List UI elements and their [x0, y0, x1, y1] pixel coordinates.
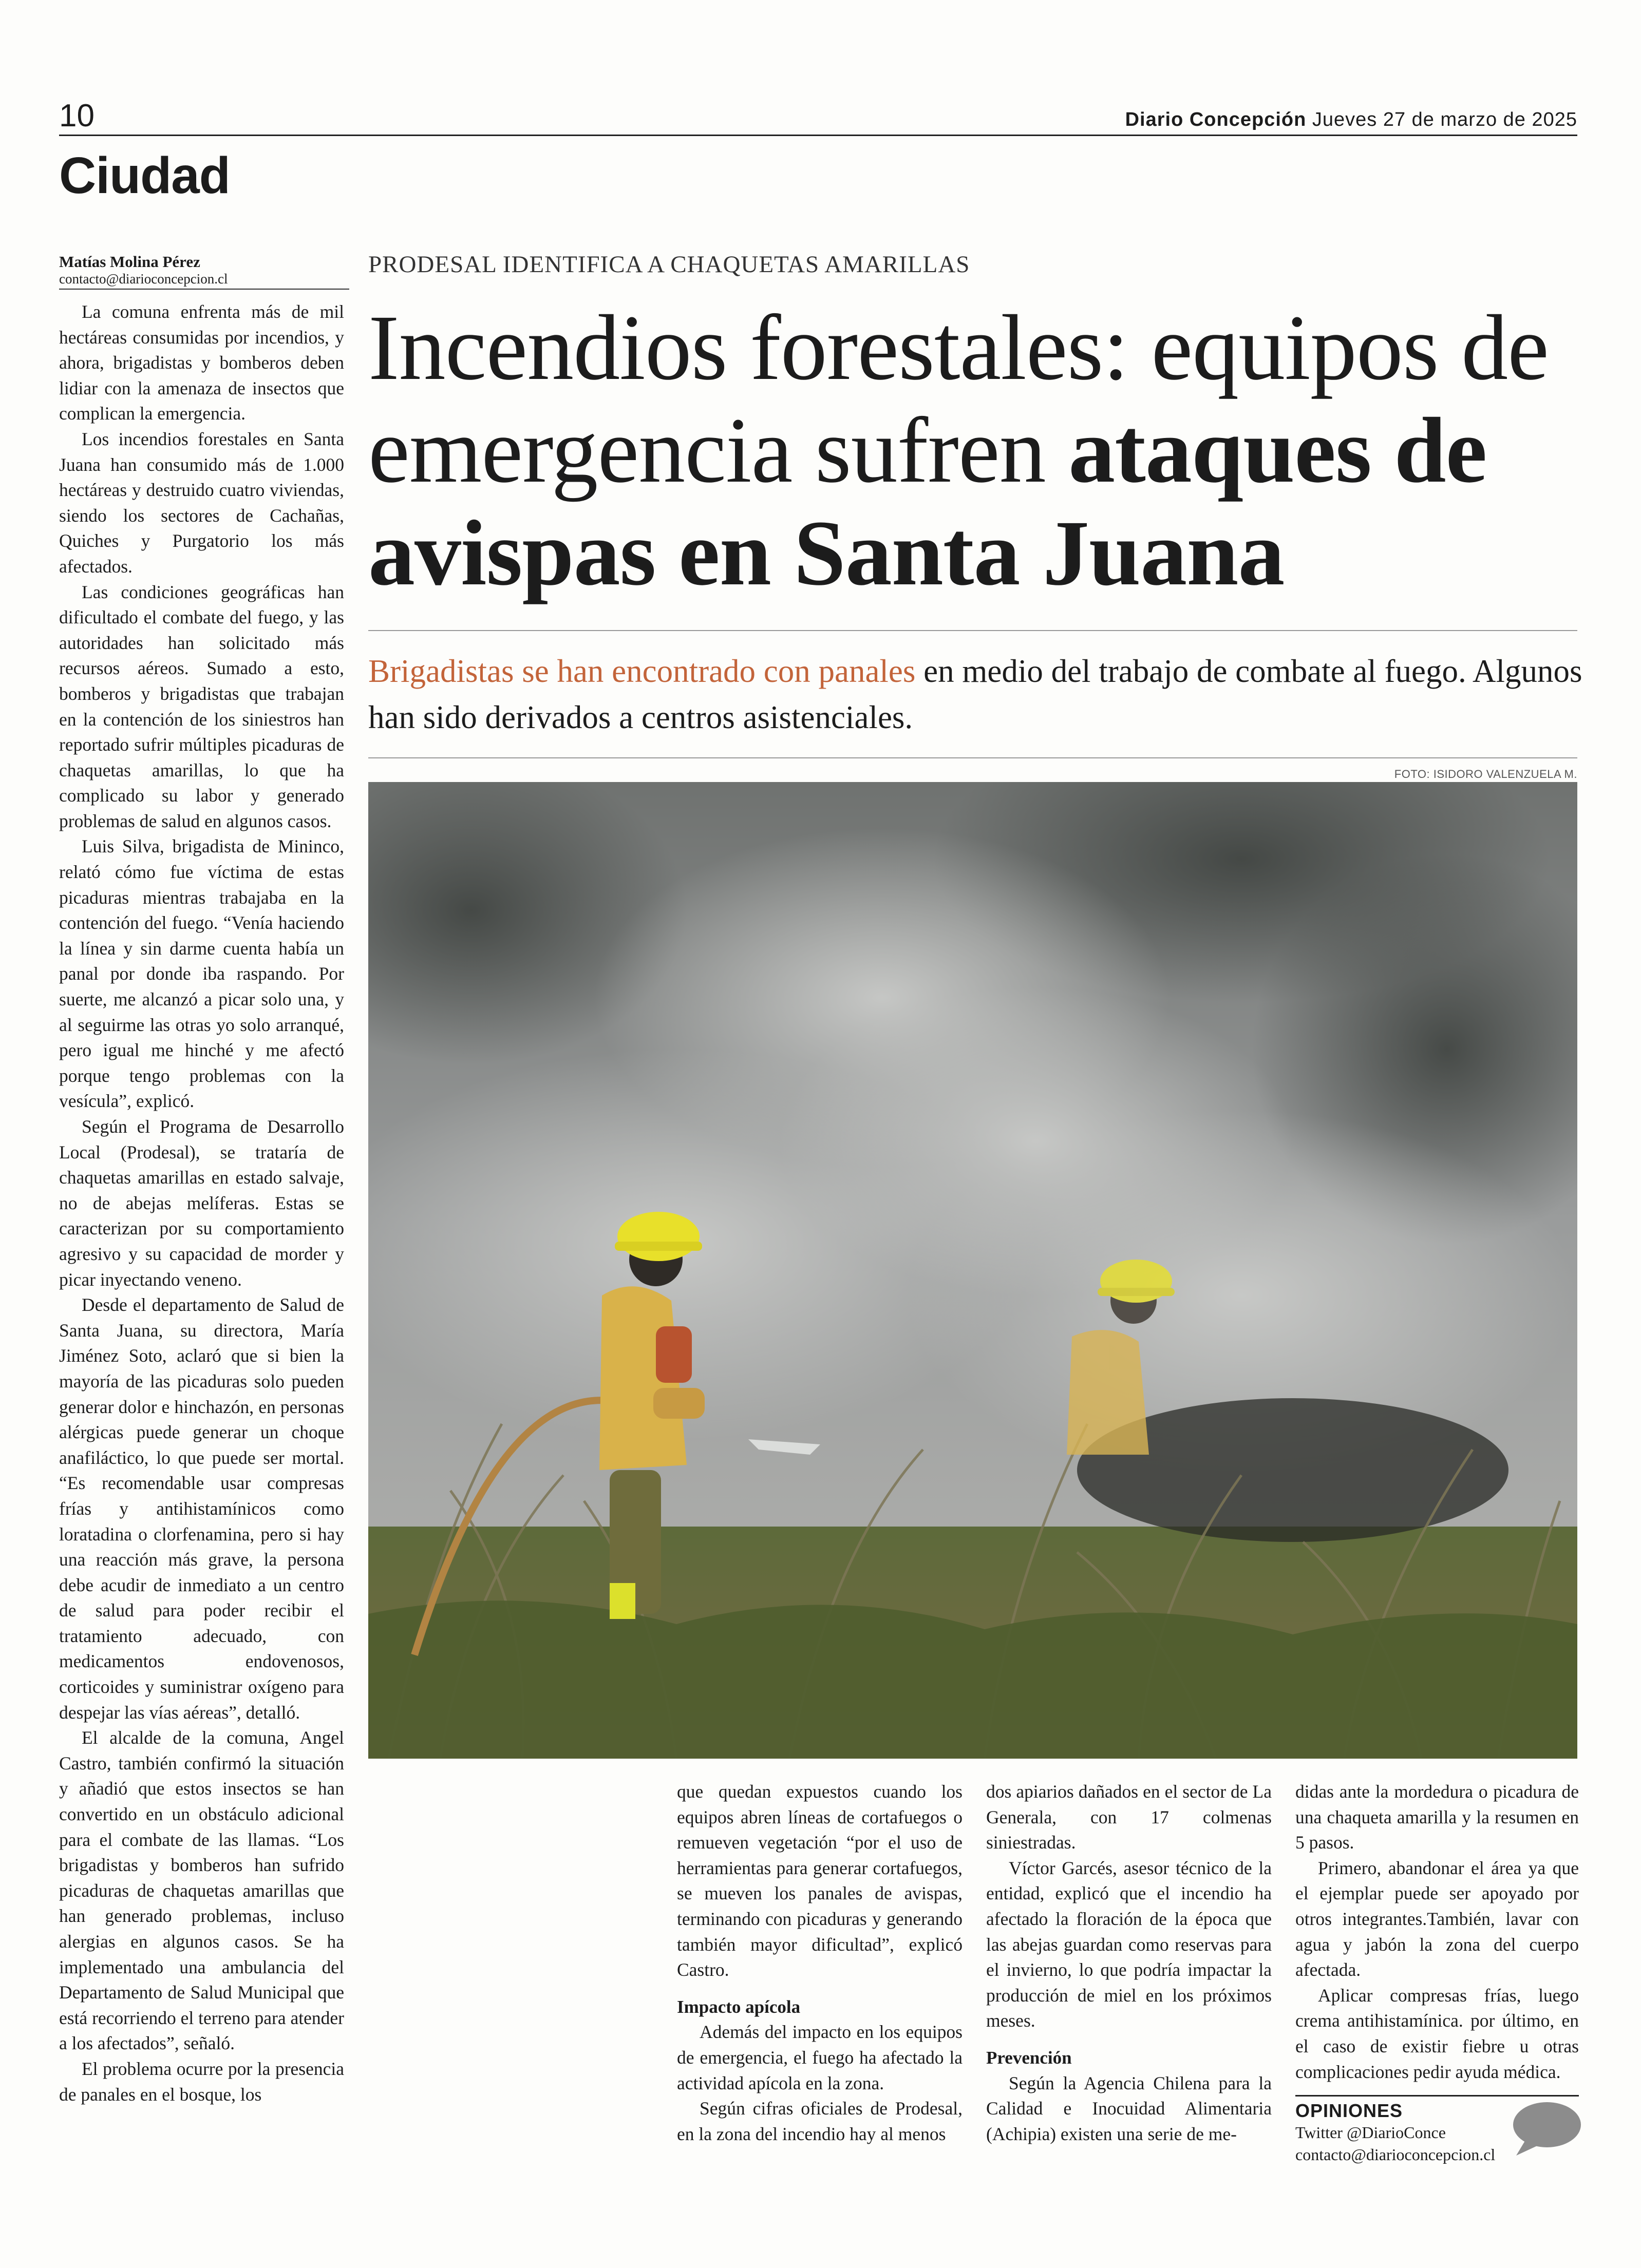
body-column-4 — [1295, 1779, 1579, 2085]
body-paragraph-continued: dos apiarios dañados en el sector de La Generala, con 17 colmenas siniestradas. — [986, 1781, 1272, 1853]
byline — [59, 253, 347, 287]
body-paragraph: Según cifras oficiales de Prodesal, en la zona del incendio hay al menos — [677, 2098, 963, 2144]
firefighters-photo — [368, 782, 1577, 1759]
author-email: contacto@diarioconcepcion.cl — [59, 271, 228, 287]
page-number: 10 — [59, 98, 95, 134]
body-paragraph: Luis Silva, brigadista de Mininco, relató cómo fue víctima de estas picaduras mientras trabajaba en la contención del fuego. “Venía haciendo la línea y sin darme cuenta había un panal por donde iba raspando. Por suerte, me alcanzó a picar solo una, y al seguirme las otras yo solo arranqué, pero igual me hinché y me afectó porque tengo problemas con la vesícula”, explicó. — [59, 836, 344, 1112]
body-paragraph: Según la Agencia Chilena para la Calidad e Inocuidad Alimentaria (Achipia) existen una serie de me- — [986, 2072, 1272, 2144]
photo-credit: FOTO: ISIDORO VALENZUELA M. — [1394, 768, 1577, 780]
subhead-impacto: Impacto apícola — [677, 1996, 801, 2017]
headline-rule — [368, 630, 1577, 631]
body-paragraph-continued: que quedan expuestos cuando los equipos abren líneas de cortafuegos o remueven vegetación “por el uso de herramientas para generar cortafuegos, se mueven los panales de avispas, terminando con picaduras y generando también mayor dificultad”, explicó Castro. — [677, 1781, 963, 1980]
body-paragraph-continued: didas ante la mordedura o picadura de una chaqueta amarilla y la resumen en 5 pasos. — [1295, 1781, 1579, 1853]
body-paragraph: Los incendios forestales en Santa Juana han consumido más de 1.000 hectáreas y destruido cuatro viviendas, siendo los sectores de Cachañas, Quiches y Purgatorio los más afectados. — [59, 428, 344, 577]
body-paragraph: Víctor Garcés, asesor técnico de la entidad, explicó que el incendio ha afectado la floración de la época que las abejas guardan como reservas para el invierno, lo que podría impactar la producción de miel en los próximos meses. — [986, 1857, 1272, 2031]
deck-text: en medio del trabajo de combate al fuego. Algunos han sido derivados a centros asistenciales. — [368, 653, 1582, 735]
header-rule — [59, 135, 1577, 136]
body-paragraph: Según el Programa de Desarrollo Local (Prodesal), se trataría de chaquetas amarillas en estado salvaje, no de abejas melíferas. Estas se caracterizan por su comportamiento agresivo y su capacidad de morder y picar inyectando veneno. — [59, 1116, 344, 1290]
body-column-3 — [986, 1779, 1272, 2147]
speech-bubble-icon — [1510, 2100, 1582, 2157]
opinions-twitter[interactable]: Twitter @DiarioConce — [1295, 2123, 1446, 2142]
headline-regular: Incendios forestales: equipos de emergencia sufren — [368, 296, 1549, 502]
body-column-1 — [59, 299, 344, 2107]
body-paragraph: Primero, abandonar el área ya que el ejemplar puede ser apoyado por otros integrantes.También, lavar con agua y jabón la zona del cuerpo afectada. — [1295, 1857, 1579, 1980]
issue-date: Jueves 27 de marzo de 2025 — [1312, 109, 1577, 130]
body-paragraph: Aplicar compresas frías, luego crema antihistamínica. por último, en el caso de existir fiebre u otras complicaciones pedir ayuda médica. — [1295, 1985, 1579, 2082]
byline-rule — [59, 289, 349, 290]
publication-name: Diario Concepción — [1125, 109, 1307, 130]
masthead — [1125, 109, 1577, 131]
body-paragraph: El alcalde de la comuna, Angel Castro, también confirmó la situación y añadió que estos insectos se han convertido en un obstáculo adicional para el combate de las llamas. “Los brigadistas y bomberos han sufrido picaduras de chaquetas amarillas que han generado problemas, incluso alergias en algunos casos. Se ha implementado una ambulancia del Departamento de Salud Municipal que está recorriendo el terreno para atender a los afectados”, señaló. — [59, 1727, 344, 2054]
author-name: Matías Molina Pérez — [59, 253, 200, 271]
subhead-prevencion: Prevención — [986, 2047, 1072, 2068]
body-paragraph: Además del impacto en los equipos de emergencia, el fuego ha afectado la actividad apícola en la zona. — [677, 2022, 963, 2093]
body-paragraph: Desde el departamento de Salud de Santa Juana, su directora, María Jiménez Soto, aclaró que si bien la mayoría de las picaduras solo pueden generar dolor e hinchazón, en personas alérgicas puede generar un choque anafiláctico, lo que puede ser mortal. “Es recomendable usar compresas frías y antihistamínicos como loratadina o clorfenamina, pero si hay una reacción más grave, la persona debe acudir de inmediato a un centro de salud para poder recibir el tratamiento adecuado, con medicamentos endovenosos, corticoides y suministrar oxígeno para despejar las vías aéreas”, detalló. — [59, 1294, 344, 1723]
kicker: PRODESAL IDENTIFICA A CHAQUETAS AMARILLAS — [368, 251, 970, 278]
deck — [368, 648, 1586, 740]
body-paragraph: La comuna enfrenta más de mil hectáreas consumidas por incendios, y ahora, brigadistas y bomberos deben lidiar con la amenaza de insectos que complican la emergencia. — [59, 301, 344, 424]
body-paragraph: El problema ocurre por la presencia de panales en el bosque, los — [59, 2058, 344, 2105]
headline-bold: ataques de avispas en Santa Juana — [368, 399, 1487, 605]
section-title: Ciudad — [59, 147, 230, 204]
opinions-email[interactable]: contacto@diarioconcepcion.cl — [1295, 2145, 1496, 2164]
opinions-rule — [1295, 2095, 1579, 2097]
body-column-2 — [677, 1779, 963, 2147]
body-paragraph: Las condiciones geográficas han dificultado el combate del fuego, y las autoridades han solicitado más recursos aéreos. Sumado a esto, bomberos y brigadistas que trabajan en la contención de los siniestros han reportado sufrir múltiples picaduras de chaquetas amarillas, lo que ha complicado su labor y generado problemas de salud en algunos casos. — [59, 581, 344, 831]
opinions-title: OPINIONES — [1295, 2100, 1403, 2121]
deck-rule — [368, 757, 1577, 758]
headline — [368, 297, 1591, 605]
article-photo — [368, 782, 1577, 1759]
deck-highlight: Brigadistas se han encontrado con panales — [368, 653, 916, 689]
